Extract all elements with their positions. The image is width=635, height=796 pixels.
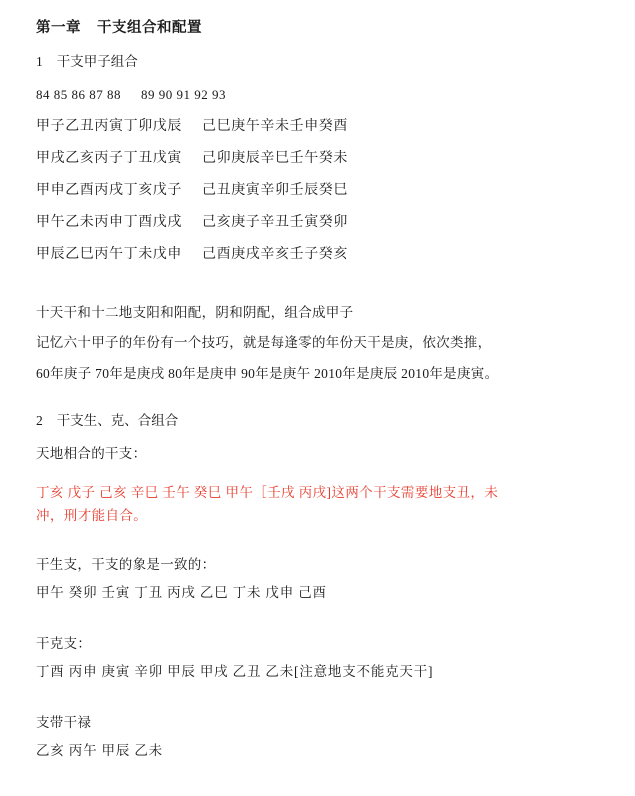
spacer <box>36 607 601 633</box>
chapter-title-number: 第一章 <box>36 20 81 36</box>
ganzhi-right: 己丑庚寅辛卯壬辰癸巳 <box>202 183 348 199</box>
year-number-row <box>36 85 601 105</box>
year-numbers-right: 89 90 91 92 93 <box>141 86 226 102</box>
label-tiandi-xianghe: 天地相合的干支： <box>36 446 147 462</box>
red-annotation-block <box>36 481 601 528</box>
label-gansheng-zhi: 干生支，干支的象是一致的： <box>36 556 216 572</box>
spacer <box>36 686 601 712</box>
ganzhi-left: 甲午乙未丙申丁酉戊戌 <box>36 215 182 231</box>
section-2-heading <box>36 411 601 431</box>
spacer <box>36 528 601 554</box>
ganzhi-table-row <box>36 244 601 265</box>
ganzhi-left: 甲戌乙亥丙子丁丑戊寅 <box>36 151 182 167</box>
gansheng-zhi-list: 甲午 癸卯 壬寅 丁丑 丙戌 乙巳 丁未 戊申 己酉 <box>36 584 327 600</box>
ganzhi-left: 甲申乙酉丙戌丁亥戊子 <box>36 183 182 199</box>
section-1-heading <box>36 52 601 72</box>
ganzhi-right: 己酉庚戌辛亥壬子癸亥 <box>202 247 348 263</box>
red-pairs-list: 丁亥 戊子 己亥 辛巳 壬午 癸巳 甲午 <box>36 484 254 500</box>
ganzhi-left: 甲子乙丑丙寅丁卯戊辰 <box>36 119 182 135</box>
ganzhi-right: 己巳庚午辛未壬申癸酉 <box>202 119 348 135</box>
section-2-number: 2 <box>36 412 43 428</box>
paragraph-year-examples: 60年庚子 70年是庚戌 80年是庚申 90年是庚午 2010年是庚辰 2010年是庚寅。 <box>36 365 499 381</box>
ganzhi-table-row <box>36 148 601 169</box>
chapter-title <box>36 18 601 38</box>
ganzhi-table-row <box>36 212 601 233</box>
ganzhi-right: 己卯庚辰辛巳壬午癸未 <box>202 151 348 167</box>
red-note-continued: 冲，刑才能自合。 <box>36 508 148 524</box>
ganzhi-table-row <box>36 116 601 137</box>
chapter-title-text: 干支组合和配置 <box>97 20 202 36</box>
label-zhidai-ganlu: 支带干禄 <box>36 715 92 731</box>
section-2-title: 干支生、克、合组合 <box>56 412 179 428</box>
ganke-zhi-list: 丁酉 丙申 庚寅 辛卯 甲辰 甲戌 乙丑 乙未[注意地支不能克天干] <box>36 663 434 679</box>
spacer <box>36 471 601 481</box>
label-ganke-zhi: 干克支： <box>36 636 92 652</box>
section-1-number: 1 <box>36 54 43 70</box>
ganzhi-table-row <box>36 180 601 201</box>
spacer <box>36 276 601 302</box>
year-numbers-left: 84 85 86 87 88 <box>36 86 121 102</box>
paragraph-memory-tip: 记忆六十甲子的年份有一个技巧，就是每逢零的年份天干是庚，依次类推， <box>36 335 492 351</box>
red-bracket-note: ［壬戌 丙戌]这两个干支需要地支丑，未 <box>253 484 499 500</box>
section-1-title: 干支甲子组合 <box>56 54 138 70</box>
paragraph-tiangan: 十天干和十二地支阳和阳配，阴和阴配，组合成甲子 <box>36 305 354 321</box>
ganzhi-left: 甲辰乙巳丙午丁未戊申 <box>36 247 182 263</box>
ganzhi-right: 己亥庚子辛丑壬寅癸卯 <box>202 215 348 231</box>
spacer <box>36 393 601 411</box>
zhidai-ganlu-list: 乙亥 丙午 甲辰 乙未 <box>36 742 163 758</box>
